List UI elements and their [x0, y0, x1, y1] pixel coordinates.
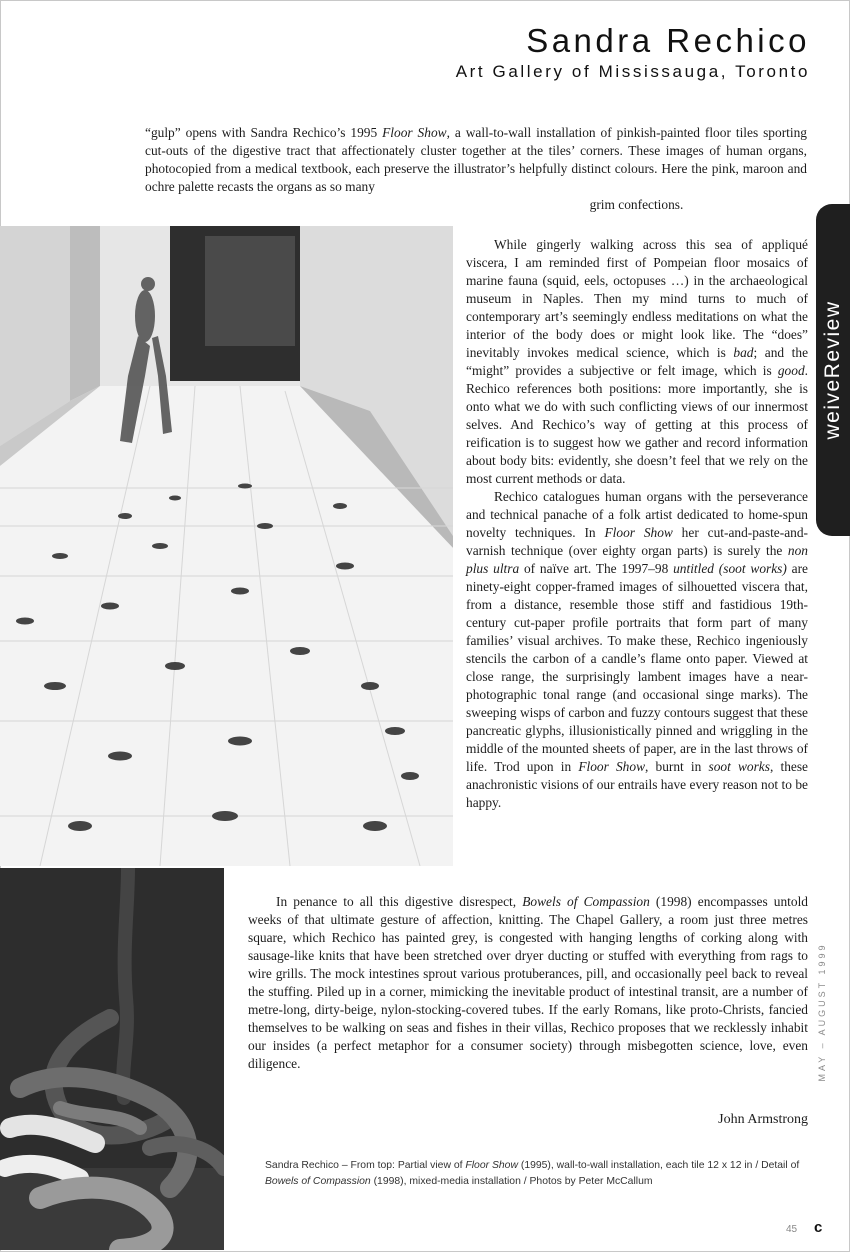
- floor-show-photo: [0, 226, 453, 866]
- body-paragraph-pompeii: While gingerly walking across this sea of appliqué viscera, I am reminded first of Pompeian floor mosaics of marine fauna (squid, eels, octopuses …) in the archaeological museum in Naples. Then my mind turns to much of contemporary art’s seemingly endless meditations on what the interior of the body does or might look like. The “does” inevitably invokes medical science, which is bad; and the “might” provides a subjective or felt image, which is good. Rechico references both positions: more importantly, she is onto what we do with such conflicting views of our innermost selves. And Rechico’s way of getting at this process of reification is to suggest how we gather and record information about body bits: evidently, she doesn’t feel that we rely on the most current methods or data.: [466, 237, 809, 486]
- body-column: [466, 236, 808, 812]
- author-byline: John Armstrong: [718, 1112, 808, 1127]
- article-title: Sandra Rechico: [526, 22, 810, 59]
- magazine-logo-mark: c: [814, 1219, 823, 1236]
- photo-caption: Sandra Rechico – From top: Partial view of Floor Show (1995), wall-to-wall installation, each tile 12 x 12 in / Detail of Bowels of Compassion (1998), mixed-media installation / Photos by Peter McCallum: [265, 1160, 800, 1187]
- work-title: Floor Show: [382, 125, 447, 140]
- section-tab-label: weiveReview: [821, 300, 844, 440]
- body-paragraph-penance: In penance to all this digestive disrespect, Bowels of Compassion (1998) encompasses untold weeks of that ultimate gesture of affection, knitting. The Chapel Gallery, a room just three metres square, which Rechico has painted grey, is congested with hanging lengths of corking along with sausage-like knits that have been stretched over dryer ducting or stuffed with everything from rags to wire grills. The mock intestines sprout various protuberances, pill, and occasionally peel back to reveal the stuffing. Piled up in a corner, mimicking the inevitable product of intestinal transit, are a number of metre-long, dirty-beige, nylon-stocking-covered tubes. If the early Romans, like proto-Christs, fancied themselves to be walking on seas and fishes in their villas, Rechico proposes that we recklessly inhabit our insides (a perfect metaphor for a consumer society) through misbegotten science, love, even diligence.: [248, 894, 809, 1071]
- exhibition-name: “gulp”: [145, 125, 181, 140]
- page-number: 45: [786, 1224, 798, 1235]
- article-venue: Art Gallery of Mississauga, Toronto: [455, 62, 810, 81]
- body-paragraph-catalogues: Rechico catalogues human organs with the perseverance and technical panache of a folk artist dedicated to home-spun novelty techniques. In Floor Show her cut-and-paste-and-varnish technique (over eighty organ parts) is surely the non plus ultra of naïve art. The 1997–98 untitled (soot works) are ninety-eight copper-framed images of silhouetted viscera that, from a distance, resemble those stiff and fastidious 19th-century cut-paper profile portraits that form part of many families’ visual archives. To make these, Rechico ingeniously stencils the carbon of a candle’s flame onto paper. Viewed at close range, the surprisingly lambent images have a near-photographic tonal range (and occasional singe marks). The sweeping wisps of carbon and fuzzy contours suggest that these pancreatic glyphs, illusionistically pinned and wriggling in the middle of the mounted sheets of paper, are in the last throws of life. Trod upon in Floor Show, burnt in soot works, these anachronistic visions of our entrails have every reason not to be happy.: [466, 489, 809, 810]
- intro-paragraph: “gulp” opens with Sandra Rechico’s 1995 Floor Show, a wall-to-wall installation of pinkish-painted floor tiles sporting cut-outs of the digestive tract that affectionately cluster together at the tiles’ corners. These images of human organs, photocopied from a medical textbook, each preserve the illustrator’s helpfully distinct colours. Here the pink, maroon and ochre palette recasts the organs as so many grim confections.: [145, 125, 807, 212]
- section-tab: [816, 204, 850, 536]
- bowels-of-compassion-photo: [0, 868, 224, 1250]
